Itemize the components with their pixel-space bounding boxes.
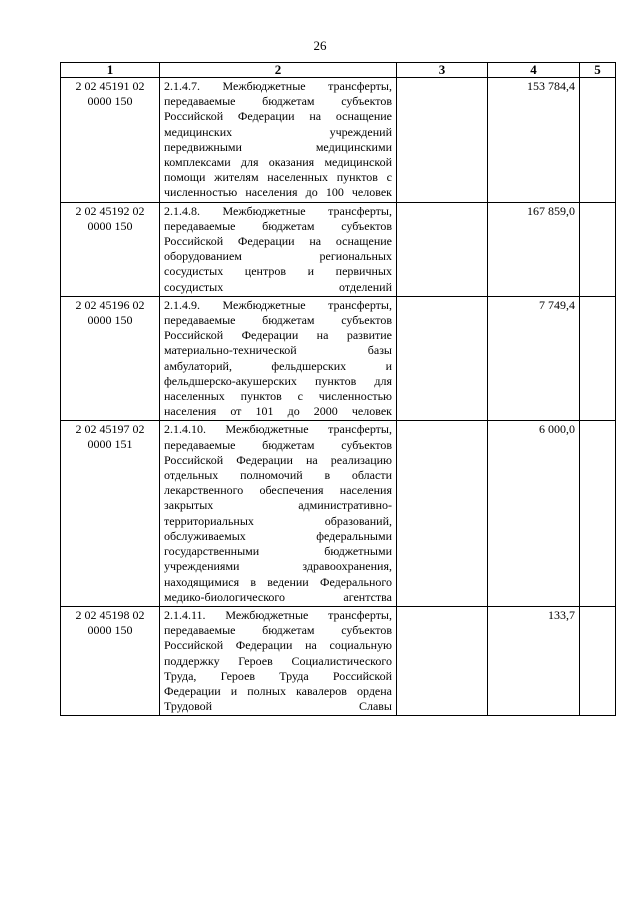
budget-table: [60, 62, 616, 716]
amount-cell-text: 7 749,4: [539, 297, 575, 312]
table-body: [61, 78, 616, 716]
description-cell: [160, 421, 397, 606]
column-3-cell: [397, 296, 488, 421]
column-3-cell: [397, 606, 488, 715]
header-row: [61, 63, 616, 78]
column-5-cell: [580, 78, 616, 203]
column-5-cell: [580, 606, 616, 715]
code-cell: [61, 202, 160, 296]
code-cell-text: 2 02 45191 02 0000 150: [75, 79, 145, 108]
column-5-cell: [580, 296, 616, 421]
description-cell-text: 2.1.4.9. Межбюджетные трансферты, передаваемые бюджетам субъектов Российской Федерации на развитие материально-технической базы амбулаторий, фельдшерских и фельдшерско-акушерских пунктов для населенных пунктов с численностью населения от 101 до 2000 человек: [164, 297, 392, 419]
page-number: 26: [313, 38, 327, 53]
code-cell-text: 2 02 45197 02 0000 151: [75, 422, 145, 452]
code-cell-text: 2 02 45196 02 0000 150: [75, 297, 145, 327]
amount-cell: [488, 606, 580, 715]
amount-cell-text: 133,7: [548, 607, 575, 622]
amount-cell: [488, 296, 580, 421]
amount-cell-text: 153 784,4: [527, 79, 575, 93]
description-cell-text: 2.1.4.10. Межбюджетные трансферты, передаваемые бюджетам субъектов Российской Федерации на реализацию отдельных полномочий в области лекарственного обеспечения населения закрытых административно- территориальных образований, обслуживаемых федеральными государственными бюджетными учреждениями здравоохранения, находящимися в ведении Федерального медико-биологического агентства: [164, 422, 392, 604]
column-header-1: 1: [61, 63, 160, 78]
description-cell-text: 2.1.4.11. Межбюджетные трансферты, передаваемые бюджетам субъектов Российской Федерации на социальную поддержку Героев Социалистического Труда, Героев Труда Российской Федерации и полных кавалеров ордена Трудовой Славы: [164, 607, 392, 714]
code-cell: [61, 421, 160, 606]
code-cell-text: 2 02 45198 02 0000 150: [75, 607, 145, 637]
column-header-3: 3: [397, 63, 488, 78]
column-5-cell: [580, 421, 616, 606]
amount-cell-text: 6 000,0: [539, 422, 575, 437]
table-row: [61, 421, 616, 606]
description-cell-text: 2.1.4.8. Межбюджетные трансферты, передаваемые бюджетам субъектов Российской Федерации на оснащение оборудованием региональных сосудистых центров и первичных сосудистых отделений: [164, 203, 392, 294]
code-cell-text: 2 02 45192 02 0000 150: [75, 203, 145, 233]
amount-cell: [488, 421, 580, 606]
description-cell: [160, 78, 397, 203]
column-3-cell: [397, 78, 488, 203]
column-header-4: 4: [488, 63, 580, 78]
amount-cell: [488, 78, 580, 203]
column-3-cell: [397, 421, 488, 606]
table-row: [61, 606, 616, 715]
description-cell-text: 2.1.4.7. Межбюджетные трансферты, передаваемые бюджетам субъектов Российской Федерации на оснащение медицинских учреждений передвижными медицинскими комплексами для оказания медицинской помощи жителям населенных пунктов с численностью населения до 100 человек: [164, 79, 392, 200]
code-cell: [61, 78, 160, 203]
column-3-cell: [397, 202, 488, 296]
table-row: [61, 202, 616, 296]
description-cell: [160, 296, 397, 421]
amount-cell-text: 167 859,0: [527, 203, 575, 218]
column-header-2: 2: [160, 63, 397, 78]
code-cell: [61, 296, 160, 421]
column-5-cell: [580, 202, 616, 296]
description-cell: [160, 202, 397, 296]
column-header-5: 5: [580, 63, 616, 78]
code-cell: [61, 606, 160, 715]
amount-cell: [488, 202, 580, 296]
table-row: [61, 296, 616, 421]
table-row: [61, 78, 616, 203]
description-cell: [160, 606, 397, 715]
